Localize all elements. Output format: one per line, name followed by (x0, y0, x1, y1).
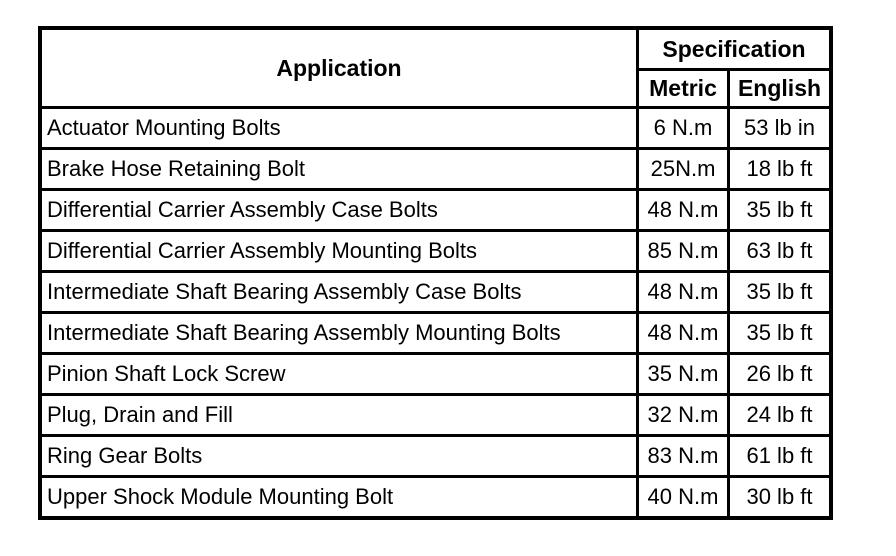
table-row (42, 437, 829, 475)
table-row (42, 232, 829, 270)
metric-cell: 32 N.m (639, 396, 727, 434)
application-cell: Intermediate Shaft Bearing Assembly Case Bolts (42, 273, 636, 311)
english-cell: 63 lb ft (730, 232, 829, 270)
table-row (42, 396, 829, 434)
table-row (42, 478, 829, 516)
metric-cell: 85 N.m (639, 232, 727, 270)
metric-cell: 48 N.m (639, 314, 727, 352)
metric-cell: 48 N.m (639, 191, 727, 229)
specification-header: Specification (639, 30, 829, 68)
application-cell: Upper Shock Module Mounting Bolt (42, 478, 636, 516)
torque-spec-table (38, 26, 833, 520)
english-cell: 35 lb ft (730, 273, 829, 311)
application-cell: Actuator Mounting Bolts (42, 109, 636, 147)
english-cell: 35 lb ft (730, 191, 829, 229)
header-row (42, 30, 829, 68)
metric-cell: 6 N.m (639, 109, 727, 147)
application-header: Application (42, 30, 636, 106)
application-cell: Intermediate Shaft Bearing Assembly Mounting Bolts (42, 314, 636, 352)
metric-cell: 48 N.m (639, 273, 727, 311)
application-cell: Differential Carrier Assembly Mounting Bolts (42, 232, 636, 270)
english-header: English (730, 71, 829, 106)
application-cell: Brake Hose Retaining Bolt (42, 150, 636, 188)
english-cell: 26 lb ft (730, 355, 829, 393)
table-row (42, 109, 829, 147)
metric-cell: 83 N.m (639, 437, 727, 475)
metric-header: Metric (639, 71, 727, 106)
application-cell: Pinion Shaft Lock Screw (42, 355, 636, 393)
application-cell: Differential Carrier Assembly Case Bolts (42, 191, 636, 229)
english-cell: 24 lb ft (730, 396, 829, 434)
application-cell: Plug, Drain and Fill (42, 396, 636, 434)
metric-cell: 35 N.m (639, 355, 727, 393)
table-row (42, 355, 829, 393)
application-cell: Ring Gear Bolts (42, 437, 636, 475)
english-cell: 35 lb ft (730, 314, 829, 352)
english-cell: 30 lb ft (730, 478, 829, 516)
table-body (42, 109, 829, 516)
english-cell: 61 lb ft (730, 437, 829, 475)
table-row (42, 191, 829, 229)
metric-cell: 40 N.m (639, 478, 727, 516)
table-row (42, 150, 829, 188)
metric-cell: 25N.m (639, 150, 727, 188)
english-cell: 53 lb in (730, 109, 829, 147)
table-row (42, 314, 829, 352)
english-cell: 18 lb ft (730, 150, 829, 188)
table-row (42, 273, 829, 311)
